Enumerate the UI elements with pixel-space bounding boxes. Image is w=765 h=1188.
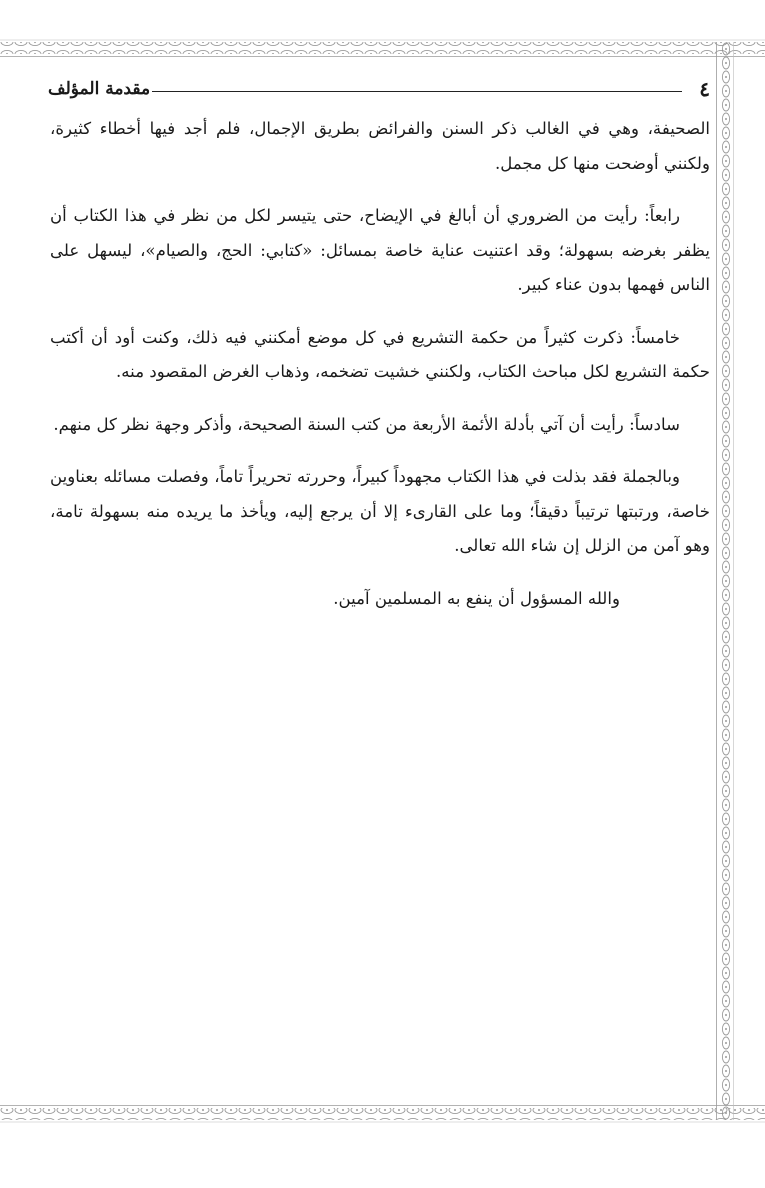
- running-title: مقدمة المؤلف: [48, 79, 151, 99]
- page-number: ٤: [699, 77, 710, 101]
- paragraph-fourth: رابعاً: رأيت من الضروري أن أبالغ في الإيضاح، حتى يتيسر لكل من نظر في هذا الكتاب أن يظفر بغرضه بسهولة؛ وقد اعتنيت عناية خاصة بمسائل: «كتابي: الحج، والصيام»، ليسهل على الناس فهمها بدون عناء كبير.: [50, 206, 710, 294]
- paragraph-continuation: الصحيفة، وهي في الغالب ذكر السنن والفرائض بطريق الإجمال، فلم أجد فيها أخطاء كثيرة، ولكنني أوضحت منها كل مجمل.: [50, 119, 710, 173]
- paragraph-fifth: خامساً: ذكرت كثيراً من حكمة التشريع في كل موضع أمكنني فيه ذلك، وكنت أود أن أكتب حكمة التشريع لكل مباحث الكتاب، ولكنني خشيت تضخمه، وذهاب الغرض المقصود منه.: [50, 327, 710, 381]
- body-text: [50, 112, 710, 634]
- border-bottom: [0, 1108, 765, 1120]
- page-header: [48, 76, 710, 102]
- paragraph-summary: وبالجملة فقد بذلت في هذا الكتاب مجهوداً كبيراً، وحررته تحريراً تاماً، وفصلت مسائله بعناوين خاصة، ورتبتها ترتيباً دقيقاً؛ وما على القارىء إلا أن يرجع إليه، ويأخذ ما يريده منه بسهولة تامة، وهو آمن من الزلل إن شاء الله تعالى.: [50, 467, 710, 555]
- border-top: [0, 42, 765, 54]
- paragraph-sixth: سادساً: رأيت أن آتي بأدلة الأئمة الأربعة من كتب السنة الصحيحة، وأذكر وجهة نظر كل منهم.: [53, 414, 680, 434]
- header-rule: [152, 91, 682, 92]
- paragraph-closing-prayer: والله المسؤول أن ينفع به المسلمين آمين.: [333, 588, 620, 608]
- border-right: [719, 42, 731, 1120]
